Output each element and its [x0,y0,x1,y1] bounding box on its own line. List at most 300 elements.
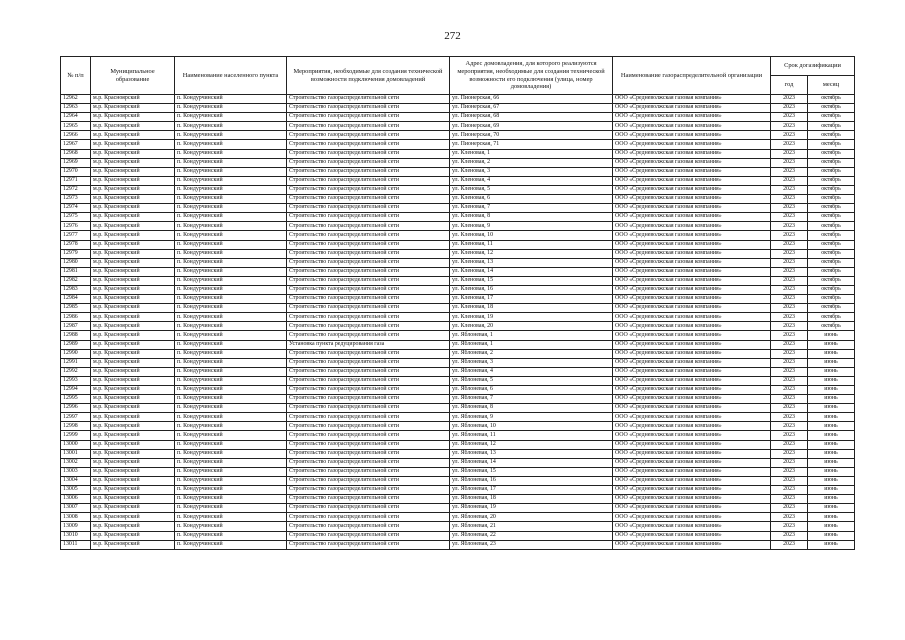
cell-organization: ООО «Средневолжская газовая компания» [613,140,771,149]
cell-year: 2023 [771,331,808,340]
cell-month: июнь [808,331,855,340]
cell-address: ул. Яблоневая, 13 [450,449,613,458]
cell-address: ул. Кленовая, 10 [450,231,613,240]
cell-municipality: м.р. Красноярский [91,231,175,240]
cell-year: 2023 [771,476,808,485]
cell-municipality: м.р. Красноярский [91,131,175,140]
cell-measure: Строительство газораспределительной сети [287,249,450,258]
cell-month: июнь [808,395,855,404]
cell-measure: Строительство газораспределительной сети [287,476,450,485]
table-row [61,131,855,140]
table-row [61,258,855,267]
cell-measure: Строительство газораспределительной сети [287,149,450,158]
cell-settlement: п. Кондурчинский [175,431,287,440]
cell-address: ул. Кленовая, 4 [450,176,613,185]
cell-measure: Строительство газораспределительной сети [287,95,450,104]
cell-address: ул. Кленовая, 7 [450,204,613,213]
cell-month: октябрь [808,104,855,113]
cell-settlement: п. Кондурчинский [175,213,287,222]
cell-organization: ООО «Средневолжская газовая компания» [613,149,771,158]
cell-settlement: п. Кондурчинский [175,449,287,458]
table-row [61,231,855,240]
cell-settlement: п. Кондурчинский [175,267,287,276]
cell-num: 12964 [61,113,91,122]
cell-organization: ООО «Средневолжская газовая компания» [613,476,771,485]
cell-month: июнь [808,467,855,476]
cell-settlement: п. Кондурчинский [175,367,287,376]
cell-settlement: п. Кондурчинский [175,222,287,231]
cell-settlement: п. Кондурчинский [175,149,287,158]
table-row [61,386,855,395]
cell-organization: ООО «Средневолжская газовая компания» [613,285,771,294]
cell-num: 13004 [61,476,91,485]
cell-measure: Строительство газораспределительной сети [287,504,450,513]
cell-address: ул. Яблоневая, 11 [450,431,613,440]
cell-address: ул. Яблоневая, 14 [450,458,613,467]
cell-num: 13005 [61,486,91,495]
cell-year: 2023 [771,413,808,422]
cell-organization: ООО «Средневолжская газовая компания» [613,522,771,531]
cell-year: 2023 [771,258,808,267]
table-row [61,531,855,540]
cell-measure: Строительство газораспределительной сети [287,285,450,294]
cell-organization: ООО «Средневолжская газовая компания» [613,276,771,285]
cell-municipality: м.р. Красноярский [91,386,175,395]
cell-year: 2023 [771,422,808,431]
cell-month: июнь [808,486,855,495]
cell-settlement: п. Кондурчинский [175,295,287,304]
cell-year: 2023 [771,395,808,404]
table-row [61,322,855,331]
cell-year: 2023 [771,131,808,140]
cell-month: октябрь [808,267,855,276]
cell-address: ул. Кленовая, 15 [450,276,613,285]
cell-municipality: м.р. Красноярский [91,158,175,167]
cell-address: ул. Кленовая, 13 [450,258,613,267]
cell-month: октябрь [808,322,855,331]
cell-month: октябрь [808,149,855,158]
cell-month: октябрь [808,158,855,167]
cell-address: ул. Кленовая, 6 [450,195,613,204]
cell-measure: Строительство газораспределительной сети [287,204,450,213]
cell-organization: ООО «Средневолжская газовая компания» [613,267,771,276]
cell-num: 12962 [61,95,91,104]
cell-year: 2023 [771,367,808,376]
cell-settlement: п. Кондурчинский [175,422,287,431]
cell-year: 2023 [771,458,808,467]
cell-year: 2023 [771,404,808,413]
cell-measure: Строительство газораспределительной сети [287,404,450,413]
page-number: 272 [444,30,461,42]
cell-num: 12988 [61,331,91,340]
cell-year: 2023 [771,440,808,449]
cell-address: ул. Яблоневая, 23 [450,540,613,549]
cell-organization: ООО «Средневолжская газовая компания» [613,513,771,522]
cell-municipality: м.р. Красноярский [91,304,175,313]
header-year: год [771,76,808,95]
cell-num: 13011 [61,540,91,549]
cell-month: июнь [808,504,855,513]
cell-measure: Строительство газораспределительной сети [287,140,450,149]
cell-settlement: п. Кондурчинский [175,522,287,531]
cell-address: ул. Кленовая, 17 [450,295,613,304]
cell-month: июнь [808,440,855,449]
cell-num: 12970 [61,167,91,176]
cell-month: октябрь [808,176,855,185]
table-row [61,176,855,185]
cell-address: ул. Яблоневая, 10 [450,422,613,431]
header-municipality: Муниципальное образование [91,57,175,95]
cell-year: 2023 [771,176,808,185]
cell-month: октябрь [808,131,855,140]
table-row [61,449,855,458]
cell-settlement: п. Кондурчинский [175,240,287,249]
cell-num: 13000 [61,440,91,449]
cell-organization: ООО «Средневолжская газовая компания» [613,413,771,422]
cell-num: 12973 [61,195,91,204]
cell-settlement: п. Кондурчинский [175,504,287,513]
cell-measure: Строительство газораспределительной сети [287,222,450,231]
cell-organization: ООО «Средневолжская газовая компания» [613,504,771,513]
table-row [61,540,855,549]
cell-municipality: м.р. Красноярский [91,395,175,404]
cell-measure: Строительство газораспределительной сети [287,276,450,285]
cell-month: июнь [808,476,855,485]
cell-num: 13007 [61,504,91,513]
cell-address: ул. Яблоневая, 3 [450,358,613,367]
header-month: месяц [808,76,855,95]
cell-settlement: п. Кондурчинский [175,185,287,194]
cell-year: 2023 [771,304,808,313]
cell-settlement: п. Кондурчинский [175,285,287,294]
cell-address: ул. Кленовая, 2 [450,158,613,167]
cell-municipality: м.р. Красноярский [91,295,175,304]
cell-year: 2023 [771,222,808,231]
cell-month: июнь [808,367,855,376]
cell-organization: ООО «Средневолжская газовая компания» [613,531,771,540]
cell-municipality: м.р. Красноярский [91,140,175,149]
cell-month: октябрь [808,249,855,258]
cell-municipality: м.р. Красноярский [91,185,175,194]
cell-organization: ООО «Средневолжская газовая компания» [613,404,771,413]
cell-month: октябрь [808,167,855,176]
gasification-table [60,56,855,550]
cell-organization: ООО «Средневолжская газовая компания» [613,422,771,431]
cell-year: 2023 [771,204,808,213]
cell-organization: ООО «Средневолжская газовая компания» [613,440,771,449]
header-organization: Наименование газораспределительной организации [613,57,771,95]
cell-month: октябрь [808,113,855,122]
table-row [61,249,855,258]
cell-month: октябрь [808,313,855,322]
cell-num: 13009 [61,522,91,531]
cell-settlement: п. Кондурчинский [175,513,287,522]
cell-municipality: м.р. Красноярский [91,522,175,531]
table-row [61,476,855,485]
cell-num: 12989 [61,340,91,349]
cell-num: 12994 [61,386,91,395]
cell-address: ул. Яблоневая, 5 [450,376,613,385]
cell-settlement: п. Кондурчинский [175,476,287,485]
cell-settlement: п. Кондурчинский [175,331,287,340]
cell-num: 12991 [61,358,91,367]
cell-num: 12993 [61,376,91,385]
cell-month: октябрь [808,213,855,222]
cell-measure: Установка пункта редуцирования газа [287,340,450,349]
cell-settlement: п. Кондурчинский [175,467,287,476]
cell-measure: Строительство газораспределительной сети [287,486,450,495]
cell-municipality: м.р. Красноярский [91,531,175,540]
cell-organization: ООО «Средневолжская газовая компания» [613,449,771,458]
table-row [61,367,855,376]
cell-organization: ООО «Средневолжская газовая компания» [613,340,771,349]
cell-num: 12996 [61,404,91,413]
cell-year: 2023 [771,531,808,540]
cell-address: ул. Яблоневая, 4 [450,367,613,376]
cell-year: 2023 [771,149,808,158]
cell-year: 2023 [771,313,808,322]
cell-settlement: п. Кондурчинский [175,304,287,313]
cell-measure: Строительство газораспределительной сети [287,522,450,531]
header-term: Срок догазификации [771,57,855,76]
cell-month: июнь [808,358,855,367]
table-row [61,276,855,285]
cell-measure: Строительство газораспределительной сети [287,267,450,276]
cell-month: июнь [808,404,855,413]
cell-organization: ООО «Средневолжская газовая компания» [613,213,771,222]
cell-measure: Строительство газораспределительной сети [287,513,450,522]
cell-month: октябрь [808,204,855,213]
cell-settlement: п. Кондурчинский [175,140,287,149]
cell-address: ул. Яблоневая, 12 [450,440,613,449]
cell-measure: Строительство газораспределительной сети [287,540,450,549]
cell-organization: ООО «Средневолжская газовая компания» [613,258,771,267]
cell-organization: ООО «Средневолжская газовая компания» [613,95,771,104]
table-row [61,340,855,349]
cell-measure: Строительство газораспределительной сети [287,295,450,304]
cell-address: ул. Яблоневая, 22 [450,531,613,540]
cell-year: 2023 [771,140,808,149]
cell-measure: Строительство газораспределительной сети [287,131,450,140]
cell-measure: Строительство газораспределительной сети [287,376,450,385]
cell-measure: Строительство газораспределительной сети [287,449,450,458]
cell-year: 2023 [771,486,808,495]
cell-municipality: м.р. Красноярский [91,95,175,104]
table-row [61,113,855,122]
table-row [61,331,855,340]
cell-num: 12972 [61,185,91,194]
cell-municipality: м.р. Красноярский [91,340,175,349]
cell-measure: Строительство газораспределительной сети [287,322,450,331]
table-row [61,213,855,222]
table-row [61,95,855,104]
cell-address: ул. Яблоневая, 21 [450,522,613,531]
cell-organization: ООО «Средневолжская газовая компания» [613,185,771,194]
cell-municipality: м.р. Красноярский [91,467,175,476]
cell-num: 12995 [61,395,91,404]
cell-settlement: п. Кондурчинский [175,395,287,404]
cell-month: июнь [808,422,855,431]
cell-year: 2023 [771,340,808,349]
cell-municipality: м.р. Красноярский [91,513,175,522]
cell-municipality: м.р. Красноярский [91,431,175,440]
cell-month: июнь [808,340,855,349]
cell-municipality: м.р. Красноярский [91,376,175,385]
cell-year: 2023 [771,95,808,104]
table-row [61,513,855,522]
cell-settlement: п. Кондурчинский [175,540,287,549]
cell-measure: Строительство газораспределительной сети [287,240,450,249]
cell-month: октябрь [808,185,855,194]
cell-municipality: м.р. Красноярский [91,331,175,340]
cell-measure: Строительство газораспределительной сети [287,422,450,431]
cell-municipality: м.р. Красноярский [91,495,175,504]
cell-organization: ООО «Средневолжская газовая компания» [613,222,771,231]
cell-month: октябрь [808,222,855,231]
cell-year: 2023 [771,431,808,440]
cell-month: июнь [808,431,855,440]
cell-organization: ООО «Средневолжская газовая компания» [613,331,771,340]
cell-year: 2023 [771,349,808,358]
table-row [61,222,855,231]
cell-organization: ООО «Средневолжская газовая компания» [613,295,771,304]
cell-month: октябрь [808,240,855,249]
cell-municipality: м.р. Красноярский [91,349,175,358]
cell-measure: Строительство газораспределительной сети [287,331,450,340]
cell-settlement: п. Кондурчинский [175,486,287,495]
cell-measure: Строительство газораспределительной сети [287,104,450,113]
cell-measure: Строительство газораспределительной сети [287,195,450,204]
cell-month: июнь [808,386,855,395]
cell-municipality: м.р. Красноярский [91,267,175,276]
cell-address: ул. Кленовая, 11 [450,240,613,249]
cell-settlement: п. Кондурчинский [175,176,287,185]
cell-month: июнь [808,540,855,549]
cell-num: 12974 [61,204,91,213]
cell-month: октябрь [808,122,855,131]
cell-num: 12977 [61,231,91,240]
cell-municipality: м.р. Красноярский [91,358,175,367]
cell-num: 12999 [61,431,91,440]
cell-num: 12998 [61,422,91,431]
cell-month: июнь [808,522,855,531]
cell-organization: ООО «Средневолжская газовая компания» [613,131,771,140]
cell-settlement: п. Кондурчинский [175,413,287,422]
cell-num: 12967 [61,140,91,149]
cell-organization: ООО «Средневолжская газовая компания» [613,395,771,404]
cell-municipality: м.р. Красноярский [91,204,175,213]
cell-year: 2023 [771,213,808,222]
cell-municipality: м.р. Красноярский [91,486,175,495]
table-row [61,504,855,513]
cell-municipality: м.р. Красноярский [91,222,175,231]
cell-settlement: п. Кондурчинский [175,322,287,331]
cell-num: 12978 [61,240,91,249]
cell-municipality: м.р. Красноярский [91,422,175,431]
cell-address: ул. Пионерская, 71 [450,140,613,149]
cell-num: 12965 [61,122,91,131]
cell-organization: ООО «Средневолжская газовая компания» [613,322,771,331]
cell-settlement: п. Кондурчинский [175,376,287,385]
cell-measure: Строительство газораспределительной сети [287,431,450,440]
cell-measure: Строительство газораспределительной сети [287,313,450,322]
cell-settlement: п. Кондурчинский [175,258,287,267]
cell-month: октябрь [808,95,855,104]
cell-address: ул. Пионерская, 67 [450,104,613,113]
table-row [61,167,855,176]
cell-month: октябрь [808,195,855,204]
cell-measure: Строительство газораспределительной сети [287,213,450,222]
cell-organization: ООО «Средневолжская газовая компания» [613,249,771,258]
cell-num: 12982 [61,276,91,285]
cell-measure: Строительство газораспределительной сети [287,358,450,367]
cell-num: 12987 [61,322,91,331]
cell-measure: Строительство газораспределительной сети [287,349,450,358]
cell-year: 2023 [771,167,808,176]
cell-num: 12971 [61,176,91,185]
cell-num: 13001 [61,449,91,458]
table-row [61,458,855,467]
header-address: Адрес домовладения, для которого реализуются мероприятия, необходимые для создания технической возможности его подключения (улица, номер домовладения) [450,57,613,95]
cell-address: ул. Кленовая, 12 [450,249,613,258]
cell-num: 13010 [61,531,91,540]
cell-settlement: п. Кондурчинский [175,531,287,540]
cell-organization: ООО «Средневолжская газовая компания» [613,113,771,122]
cell-num: 12966 [61,131,91,140]
cell-year: 2023 [771,240,808,249]
cell-year: 2023 [771,158,808,167]
cell-year: 2023 [771,495,808,504]
cell-address: ул. Кленовая, 5 [450,185,613,194]
table-row [61,158,855,167]
cell-month: октябрь [808,304,855,313]
cell-measure: Строительство газораспределительной сети [287,258,450,267]
table-row [61,486,855,495]
cell-month: июнь [808,413,855,422]
cell-address: ул. Пионерская, 69 [450,122,613,131]
cell-settlement: п. Кондурчинский [175,313,287,322]
table-row [61,431,855,440]
cell-settlement: п. Кондурчинский [175,458,287,467]
cell-year: 2023 [771,449,808,458]
cell-municipality: м.р. Красноярский [91,249,175,258]
cell-num: 12976 [61,222,91,231]
cell-month: октябрь [808,276,855,285]
cell-num: 12983 [61,285,91,294]
cell-year: 2023 [771,504,808,513]
cell-municipality: м.р. Красноярский [91,149,175,158]
cell-measure: Строительство газораспределительной сети [287,113,450,122]
table-row [61,376,855,385]
table-row [61,195,855,204]
cell-year: 2023 [771,513,808,522]
cell-organization: ООО «Средневолжская газовая компания» [613,386,771,395]
cell-month: июнь [808,495,855,504]
cell-num: 13008 [61,513,91,522]
cell-address: ул. Кленовая, 16 [450,285,613,294]
cell-measure: Строительство газораспределительной сети [287,458,450,467]
cell-settlement: п. Кондурчинский [175,340,287,349]
table-row [61,149,855,158]
table-row [61,522,855,531]
cell-municipality: м.р. Красноярский [91,458,175,467]
cell-address: ул. Пионерская, 70 [450,131,613,140]
cell-month: октябрь [808,140,855,149]
table-row [61,140,855,149]
cell-municipality: м.р. Красноярский [91,404,175,413]
table-row [61,204,855,213]
cell-municipality: м.р. Красноярский [91,167,175,176]
